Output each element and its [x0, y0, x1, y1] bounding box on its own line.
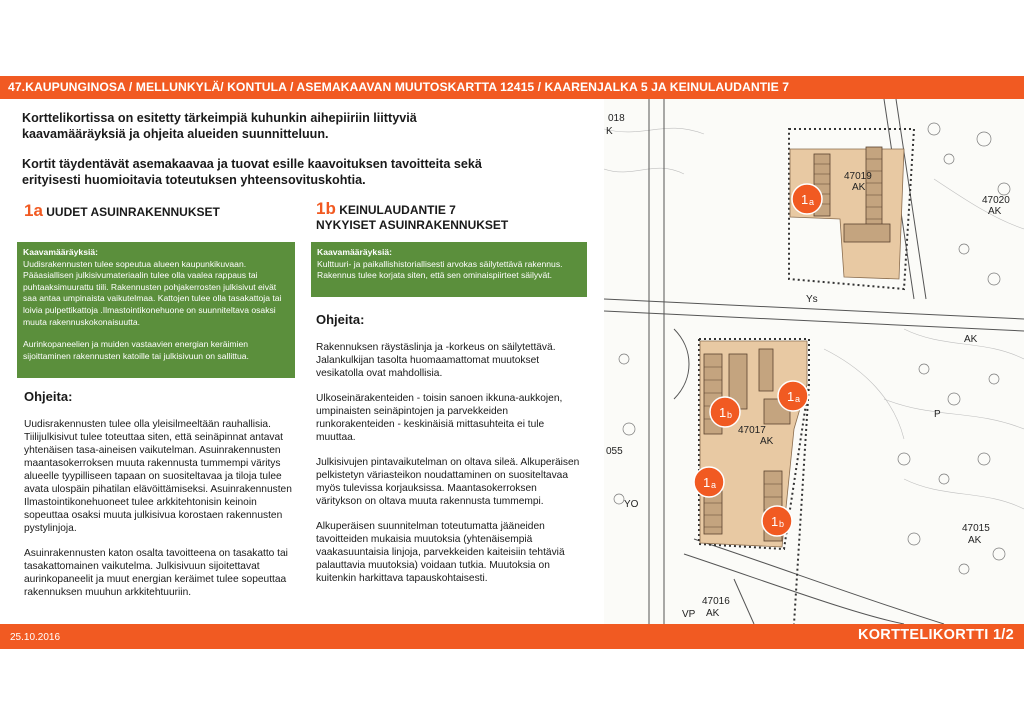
- section-1b-regulations-box: [311, 242, 587, 297]
- section-1a-heading: [24, 203, 220, 220]
- section-1b-guidelines-paragraph-1: Rakennuksen räystäslinja ja -korkeus on säilytettävä. Jalankulkijan tasolta huomaamattomat muutokset vesikatolla ovat mahdollisia.: [316, 342, 556, 379]
- map-label-055: 055: [606, 446, 623, 457]
- map-label-ak-6: AK: [706, 608, 720, 619]
- map-marker-1b-low: [762, 506, 792, 536]
- map-label-ak-5: AK: [968, 535, 982, 546]
- section-1b-guidelines-paragraph-2: Ulkoseinärakenteiden - toisin sanoen ikkuna-aukkojen, umpinaisten seinäpintojen ja parvekkeiden runkorakenteiden - keskinäisiä mittasuhteita ei tule muuttaa.: [316, 393, 563, 443]
- section-1a-box-title: Kaavamääräyksiä:: [23, 247, 99, 257]
- page-header-band: [0, 76, 1024, 99]
- section-1b-box-paragraph-1: Kulttuuri- ja paikallishistoriallisesti arvokas säilytettävä rakennus. Rakennus tulee korjata siten, että sen ominaispiirteet säilyvät.: [317, 258, 563, 281]
- marker-sub: b: [727, 410, 733, 420]
- map-label-ak-3: AK: [964, 334, 978, 345]
- intro-text: [22, 110, 492, 202]
- marker-sub: a: [809, 197, 815, 207]
- section-1a-guidelines-title: Ohjeita:: [24, 389, 73, 404]
- map-label-ak-2: AK: [988, 206, 1002, 217]
- marker-sub: a: [711, 480, 717, 490]
- map-label-ys: Ys: [806, 294, 818, 305]
- map-label-k: K: [606, 126, 613, 137]
- map-label-vp: VP: [682, 609, 696, 620]
- marker-main: 1: [703, 475, 711, 490]
- section-1a-tag: 1a: [24, 201, 43, 220]
- map-label-ak-1: AK: [852, 182, 866, 193]
- map-marker-1a-right: [778, 381, 808, 411]
- marker-main: 1: [771, 514, 779, 529]
- map-label-p: P: [934, 409, 941, 420]
- marker-main: 1: [787, 389, 795, 404]
- marker-main: 1: [801, 192, 809, 207]
- map-marker-1a-top: [792, 184, 822, 214]
- map-label-018: 018: [608, 113, 625, 124]
- map-label-ak-4: AK: [760, 436, 774, 447]
- marker-main: 1: [719, 405, 727, 420]
- map-label-47020: 47020: [982, 195, 1010, 206]
- intro-paragraph-1: Korttelikortissa on esitetty tärkeimpiä kuhunkin aihepiiriin liittyviä kaavamääräyksiä ja ohjeita alueiden suunnitteluun.: [22, 111, 417, 141]
- map-marker-1b-mid: [710, 397, 740, 427]
- section-1a-guidelines: [24, 418, 294, 611]
- page-title: 47.KAUPUNGINOSA / MELLUNKYLÄ/ KONTULA / ASEMAKAAVAN MUUTOSKARTTA 12415 / KAARENJALKA 5 JA KEINULAUDANTIE 7: [8, 80, 790, 94]
- section-1b-guidelines-paragraph-3: Julkisivujen pintavaikutelman on oltava sileä. Alkuperäisen pelkistetyn väriasteikon noudattaminen on suositeltavaa myös tulevissa korjauksissa. Maantasokerroksen väritykson on oltava muuta rakennusta tummempi.: [316, 457, 580, 507]
- intro-paragraph-2: Kortit täydentävät asemakaavaa ja tuovat esille kaavoituksen tavoitteita sekä erityisesti huomioitavia toteutuksen yhteensovituskohtia.: [22, 157, 482, 187]
- section-1b-guidelines: [316, 341, 584, 597]
- map-label-47015: 47015: [962, 523, 990, 534]
- section-1b-heading: [316, 201, 508, 233]
- section-1b-title-2: NYKYISET ASUINRAKENNUKSET: [316, 218, 509, 232]
- footer-card-title: KORTTELIKORTTI 1/2: [857, 627, 1014, 643]
- section-1b-guidelines-title: Ohjeita:: [316, 312, 365, 327]
- section-1a-box-paragraph-1: Uudisrakennusten tulee sopeutua alueen kaupunkikuvaan. Pääasiallisen julkisivumateriaalin tulee olla vaalea rappaus tai puhtaaksimuurattu tiili. Rakennusten pohjakerrosten julkisivut eivät saa antaa umpinaista vaikutelmaa. Kattojen tulee olla tasakattoja tai loivia pulpettikattoja .Ilmastointikonehuone on suunniteltava osaksi muuta rakennuskokonaisuutta.: [23, 258, 282, 327]
- section-1b-tag: 1b: [316, 199, 336, 218]
- section-1a-box-paragraph-2: Aurinkopaneelien ja muiden vastaavien energian keräimien sijoittaminen rakennusten katoille tai julkisivuun on sallittua.: [23, 339, 249, 361]
- zoning-map: [604, 99, 1024, 624]
- zoning-map-drawing: [604, 99, 1024, 624]
- map-label-47019: 47019: [844, 171, 872, 182]
- section-1a-regulations-box: [17, 242, 295, 378]
- map-label-47016: 47016: [702, 596, 730, 607]
- section-1b-title-1: KEINULAUDANTIE 7: [339, 203, 456, 217]
- map-label-yo: YO: [624, 499, 639, 510]
- section-1a-guidelines-paragraph-1: Uudisrakennusten tulee olla yleisilmeeltään rauhallisia. Tiilijulkisivut tulee toteuttaa siten, että seinäpinnat antavat yhtenäisen tasa-aineisen vaikutelman. Asuinrakennusten maantasokerroksen muuta rakennusta tummempi väritys alueelle tyypilliseen tapaan on suositeltavaa ja tiloja tulee avata ulospäin pihatilan elävöittämiseksi. Asuinrakennusten Ilmastointikonehuoneet tulee arkkitehtonisin keinoin sopeuttaa osaksi muuta julkisivua korostaen rakennusten pystylinjoja.: [24, 419, 292, 534]
- section-1b-guidelines-paragraph-4: Alkuperäisen suunnitelman toteutumatta jääneiden tavoitteiden mukaisia muutoksia (yhtenäisempiä vaakasuuntaisia linjoja, parvekkeiden kaiteisiin tehtäviä palauttavia muutoksia) voidaan tutkia. Muutoksia on kuitenkin harkittava tapauskohtaisesti.: [316, 521, 565, 584]
- section-1a-guidelines-paragraph-2: Asuinrakennusten katon osalta tavoitteena on tasakatto tai tasakattomainen vaikutelma. Julkisivuun sijoitettavat aurinkopaneelit ja muut energian keräimet tulee sopeuttaa rakennuksen muuhun arkkitehtuuriin.: [24, 548, 288, 598]
- page-footer-band: [0, 624, 1024, 649]
- map-label-47017: 47017: [738, 425, 766, 436]
- section-1b-box-title: Kaavamääräyksiä:: [317, 247, 393, 257]
- section-1a-title: UUDET ASUINRAKENNUKSET: [46, 205, 220, 219]
- footer-date: 25.10.2016: [10, 632, 61, 643]
- map-marker-1a-low: [694, 467, 724, 497]
- marker-sub: a: [795, 394, 801, 404]
- marker-sub: b: [779, 519, 785, 529]
